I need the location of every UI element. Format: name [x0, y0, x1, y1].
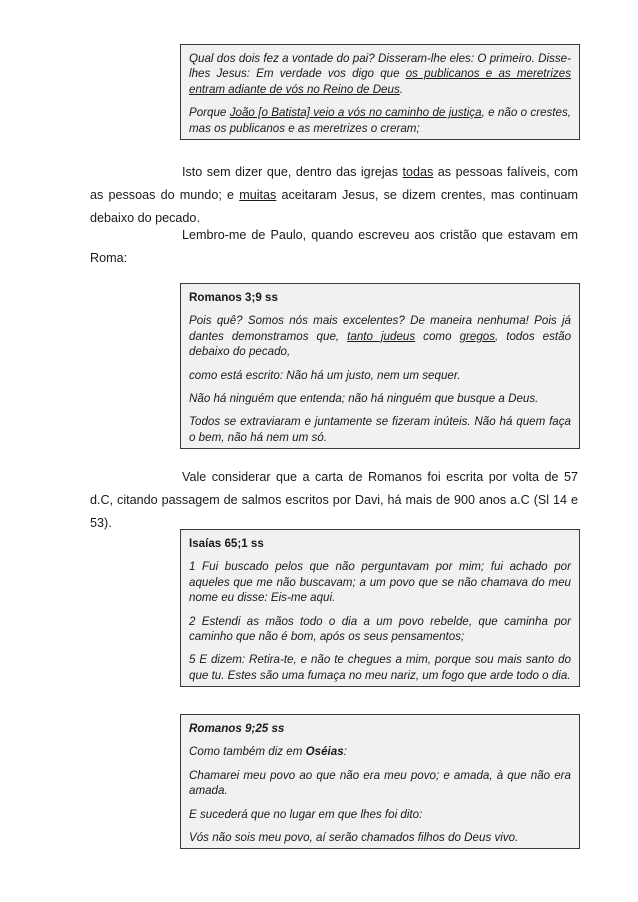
- quote-text: Porque: [189, 106, 230, 120]
- quote-paragraph: E sucederá que no lugar em que lhes foi dito:: [189, 807, 423, 821]
- underlined-text: gregos: [459, 329, 496, 343]
- bold-text: Oséias: [305, 745, 344, 759]
- quote-text: :: [343, 745, 347, 759]
- quote-paragraph: [189, 744, 571, 759]
- quote-text: Pois quê? Somos nós mais excelentes? De maneira nenhuma! Pois já dantes demonstramos que,: [189, 314, 571, 343]
- underlined-text: João [o Batista] veio a vós no caminho de justiça: [229, 106, 482, 120]
- quote-box-isaias: [180, 529, 580, 687]
- body-paragraph-1: [90, 161, 578, 230]
- body-text: aceitaram Jesus, se dizem crentes, mas continuam debaixo do pecado.: [90, 188, 578, 225]
- quote-title: Romanos 9;25 ss: [189, 722, 285, 735]
- quote-paragraph: Não há ninguém que entenda; não há ninguém que busque a Deus.: [189, 392, 539, 406]
- quote-paragraph: [189, 313, 571, 359]
- quote-paragraph: Vós não sois meu povo, aí serão chamados filhos do Deus vivo.: [189, 831, 519, 845]
- body-text: Vale considerar que a carta de Romanos foi escrita por volta de 57 d.C, citando passagem de salmos escritos por Davi, há mais de 900 anos a.C (Sl 14 e 53).: [90, 470, 578, 530]
- body-text: as pessoas falíveis, com as pessoas do mundo; e: [90, 165, 578, 202]
- quote-box-mateus: [180, 44, 580, 140]
- quote-text: Qual dos dois fez a vontade do pai? Disseram-lhe eles: O primeiro. Disse-lhes Jesus: Em verdade vos digo que: [189, 52, 571, 81]
- quote-paragraph: 1 Fui buscado pelos que não perguntavam por mim; fui achado por aqueles que me não buscavam; a um povo que se não chamava do meu nome eu disse: Eis-me aqui.: [189, 560, 571, 605]
- quote-text: Como também diz em: [189, 745, 306, 759]
- body-paragraph-2: [90, 224, 578, 270]
- quote-paragraph: [189, 51, 571, 97]
- quote-title: Isaías 65;1 ss: [189, 537, 264, 550]
- quote-paragraph: 5 E dizem: Retira-te, e não te chegues a mim, porque sou mais santo do que tu. Estes são uma fumaça no meu nariz, um fogo que arde todo o dia.: [189, 653, 571, 682]
- quote-box-romanos-3: [180, 283, 580, 449]
- quote-title: Romanos 3;9 ss: [189, 291, 278, 304]
- quote-text: .: [399, 82, 403, 96]
- body-paragraph-3: [90, 466, 578, 535]
- body-text: Isto sem dizer que, dentro das igrejas: [182, 165, 403, 179]
- quote-paragraph: [189, 105, 571, 136]
- quote-paragraph: como está escrito: Não há um justo, nem um sequer.: [189, 368, 461, 382]
- quote-paragraph: Chamarei meu povo ao que não era meu povo; e amada, à que não era amada.: [189, 768, 571, 798]
- quote-box-romanos-9: [180, 714, 580, 849]
- underlined-word: muitas: [239, 188, 277, 202]
- quote-text: , e não o crestes, mas os publicanos e as meretrizes o creram;: [189, 106, 571, 135]
- underlined-text: os publicanos e as meretrizes entram adiante de vós no Reino de Deus: [189, 67, 571, 96]
- quote-text: , todos estão debaixo do pecado,: [189, 329, 572, 359]
- body-text: Lembro-me de Paulo, quando escreveu aos cristão que estavam em Roma:: [90, 228, 578, 265]
- quote-paragraph: Todos se extraviaram e juntamente se fizeram inúteis. Não há quem faça o bem, não há nem um só.: [189, 415, 571, 444]
- underlined-word: todas: [402, 165, 434, 179]
- quote-text: como: [415, 329, 460, 343]
- underlined-text: tanto judeus: [347, 329, 416, 343]
- quote-paragraph: 2 Estendi as mãos todo o dia a um povo rebelde, que caminha por caminho que não é bom, após os seus pensamentos;: [189, 614, 571, 644]
